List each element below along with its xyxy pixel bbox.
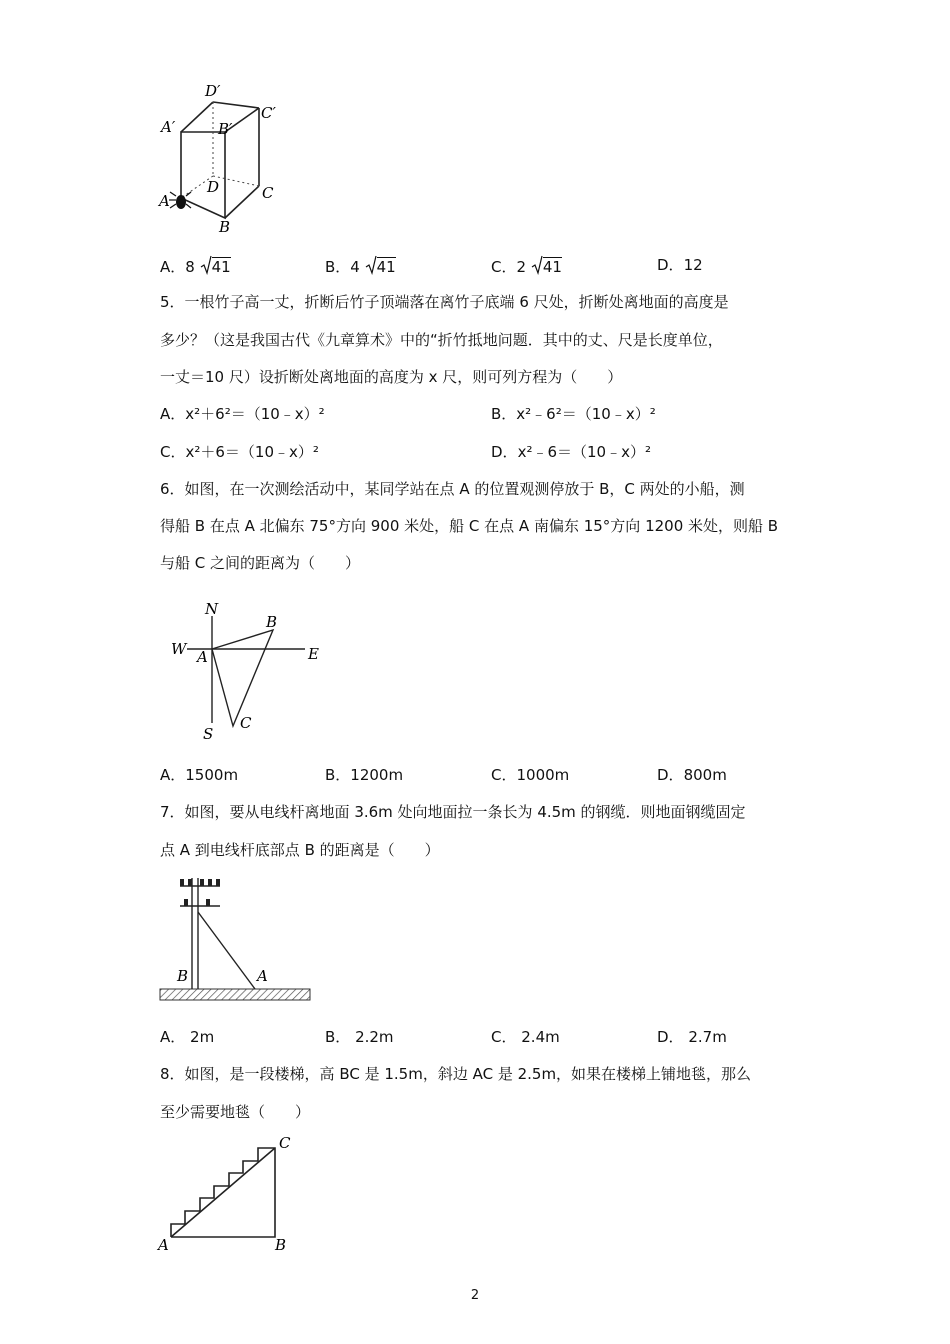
q6-option-d[interactable]: D．800m [657,766,727,784]
q5-line-3: 一丈＝10 尺）设折断处离地面的高度为 x 尺，则可列方程为（ ） [160,368,623,386]
q5-option-c[interactable]: C．x²＋6＝（10﹣x）² [160,443,319,461]
label-A: A [159,192,170,210]
q7-option-c[interactable]: C． 2.4m [491,1028,560,1046]
label-D: D [207,178,220,196]
q6-line-2: 得船 B 在点 A 北偏东 75°方向 900 米处，船 C 在点 A 南偏东 15°方向 1200 米处，则船 B [160,517,779,535]
label-B: B [219,218,231,236]
q6-option-b[interactable]: B．1200m [325,766,404,784]
label-A: A [257,967,268,985]
sqrt-sign [200,255,212,280]
q6-line-1: 6．如图，在一次测绘活动中，某同学站在点 A 的位置观测停放于 B，C 两处的小船，测 [160,480,745,498]
q5-option-a[interactable]: A．x²＋6²＝（10﹣x）² [160,405,325,423]
label-A-prime: A′ [161,118,176,136]
compass-figure [165,598,335,748]
label-A: A [197,648,208,666]
label-B: B [266,613,278,631]
power-pole-figure [158,872,318,1007]
page-number: 2 [470,1288,480,1303]
q7-line-1: 7．如图，要从电线杆离地面 3.6m 处向地面拉一条长为 4.5m 的钢缆．则地面钢缆固定 [160,803,746,821]
label-D-prime: D′ [205,82,221,100]
q4-option-a[interactable]: A．8 41 [160,255,231,280]
label-E: E [308,645,319,663]
sqrt-sign [365,255,377,280]
q6-option-a[interactable]: A．1500m [160,766,239,784]
label-N: N [205,600,219,618]
q5-option-b[interactable]: B．x²﹣6²＝（10﹣x）² [491,405,656,423]
label-S: S [203,725,214,743]
label-W: W [171,640,187,658]
q7-line-2: 点 A 到电线杆底部点 B 的距离是（ ） [160,841,440,859]
q7-option-d[interactable]: D． 2.7m [657,1028,727,1046]
q4-option-c[interactable]: C．2 41 [491,255,562,280]
q5-line-1: 5．一根竹子高一丈，折断后竹子顶端落在离竹子底端 6 尺处，折断处离地面的高度是 [160,293,729,311]
q8-line-1: 8．如图，是一段楼梯，高 BC 是 1.5m，斜边 AC 是 2.5m，如果在楼梯上铺地毯，那么 [160,1065,752,1083]
label-C-prime: C′ [261,104,276,122]
label-C: C [240,714,252,732]
label-C: C [262,184,274,202]
q8-line-2: 至少需要地毯（ ） [160,1103,311,1121]
label-B-prime: B′ [218,120,233,138]
q6-line-3: 与船 C 之间的距离为（ ） [160,554,361,572]
label-B: B [275,1236,287,1254]
q5-line-2: 多少？（这是我国古代《九章算术》中的“折竹抵地问题．其中的丈、尺是长度单位， [160,331,723,349]
label-C: C [279,1134,291,1152]
label-A: A [158,1236,169,1254]
sqrt-sign [531,255,543,280]
q6-option-c[interactable]: C．1000m [491,766,570,784]
q4-option-d[interactable]: D．12 [657,256,703,274]
staircase-figure [155,1130,305,1255]
q7-option-a[interactable]: A． 2m [160,1028,215,1046]
q5-option-d[interactable]: D．x²﹣6＝（10﹣x）² [491,443,651,461]
cube-figure [155,80,290,240]
q7-option-b[interactable]: B． 2.2m [325,1028,394,1046]
q4-option-b[interactable]: B．4 41 [325,255,396,280]
label-B: B [177,967,189,985]
